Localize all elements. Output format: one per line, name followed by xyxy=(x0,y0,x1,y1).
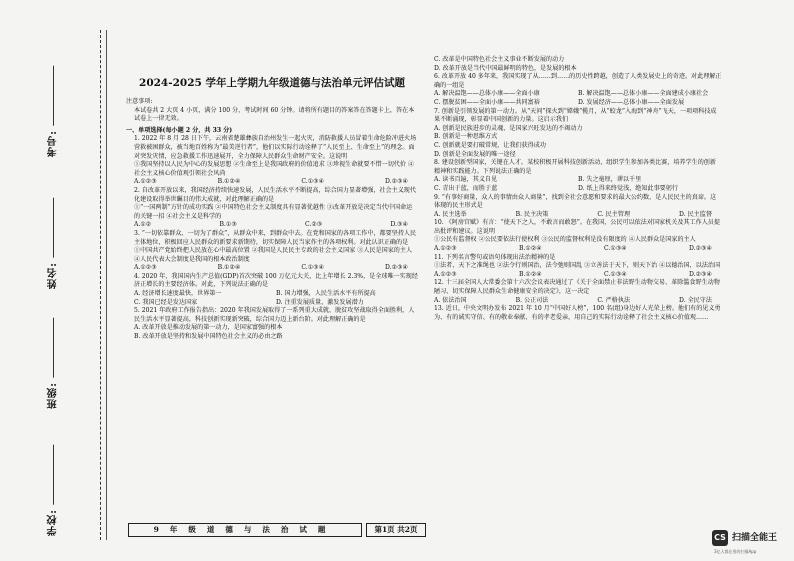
question-1-items: ①我国坚持以人民为中心的发展思想 ②生命至上是我国政府的价值追求 ③珍视生命就要不惜一切代价 ④社会主义核心价值观引领社会风尚 xyxy=(134,161,415,177)
option-a: A. 经济增长速度最快，世界第一 xyxy=(134,290,222,298)
option-c: C.①③④ xyxy=(301,178,325,186)
option-d: D.②③④ xyxy=(385,178,408,186)
question-2-items: ①“一国两制”方针的成功实践 ②中国特色社会主义制度具有显著优越性 ③改革开放是决定当代中国命运的关键一招 ④社会主义是科学的 xyxy=(134,204,413,220)
binding-margin xyxy=(0,0,118,561)
question-8: 8. 建设创新型国家，关键在人才。某校积极开展科技创新活动，组织学生参加各类比赛，培养学生的创新精神和实践能力。下列说法正确的是 xyxy=(434,159,716,175)
right-column xyxy=(426,0,722,322)
question-11-items: ①法者，天下之准绳也 ②法令行则国治，法令弛则国乱 ③立善法于天下，则天下治 ④以德治国，以法治国 xyxy=(434,262,721,270)
question-12: 12. 十三届全国人大常委会第十六次会议表决通过了《关于全面禁止非法野生动物交易、革除滥食野生动物陋习、切实保障人民群众生命健康安全的决定》，这一决定 xyxy=(434,279,720,296)
question-13: 13. 近日，中央文明办发布 2021 年 10 月“中国好人榜”，100 名(组)身边好人光荣上榜。他们有的见义勇为、有的诚实守信、有的敬业奉献、有的孝老爱亲，用自己的实际行动诠释了社会主义核心价值观…… xyxy=(434,305,721,321)
question-3-items: ①中国共产党始终把人民放在心中最高位置 ②我国是人民民主专政的社会主义国家 ③人民是国家的主人 ④人民代表大会制度是我国的根本政治制度 xyxy=(134,247,413,263)
question-5-option-d: D. 改革开放是当代中国最鲜明的特色，是发展的根本 xyxy=(434,64,577,72)
option-d: D.②③④ xyxy=(688,270,712,278)
cut-line xyxy=(100,30,101,540)
option-b: B. 公正司法 xyxy=(515,296,549,304)
option-d: D.②③④ xyxy=(385,264,408,272)
question-6-options xyxy=(426,90,722,107)
option-b: B. 民主决策 xyxy=(515,210,549,218)
footer-page-number: 第1页 共2页 xyxy=(366,523,426,537)
question-5: 5. 2021 年政府工作报告指出：2020 年我国发展取得了一系列重大成就，脱贫攻坚战取得全面胜利，人民生活水平显著提高，科技创新实现新突破，综合国力迈上新台阶。对此理解正确的是 xyxy=(134,307,415,323)
option-a: A.①②③ xyxy=(434,270,457,278)
question-1: 1. 2022 年 8 月 28 日下午，云南省楚雄彝族自治州发生一起火灾，消防救援人员冒着生命危险冲进火场营救被困群众，被当地百姓称为“最美逆行者”，他们以实际行动诠释了“人民至上、生命至上”的理念。面对突发灾情，应急救援工作迅速展开，全力保障人民群众生命财产安全。这说明 xyxy=(134,135,417,160)
option-c: C. 严格执法 xyxy=(597,296,631,304)
option-d: D. 纸上得来终觉浅，绝知此事要躬行 xyxy=(578,184,678,192)
option-c: C. 青出于蓝，而胜于蓝 xyxy=(434,184,498,192)
option-a: A. 民主选举 xyxy=(434,210,467,218)
exam-number-field: 考号: xyxy=(46,66,61,157)
option-a: A. 读书百遍，其义自见 xyxy=(434,176,498,184)
question-3-options xyxy=(126,264,418,273)
option-a: A.①②③ xyxy=(434,245,457,253)
option-b: B. 创新是一种思维方式 xyxy=(434,133,498,141)
option-b: B.①②④ xyxy=(518,245,542,253)
exam-title: 2024-2025 学年上学期九年级道德与法治单元评估试题 xyxy=(139,77,405,89)
option-c: C.①③④ xyxy=(603,270,627,278)
option-b: B.①③ xyxy=(219,221,237,229)
option-b: B. 国力增强，人民生活水平有所提高 xyxy=(276,290,376,298)
question-5-option-b: B. 改革开放是坚持和发展中国特色社会主义的必由之路 xyxy=(134,333,283,341)
question-11: 11. 下列名言警句或语句体现出法治精神的是 xyxy=(434,253,556,261)
question-5-option-a: A. 改革开放是推动发展的第一动力，是国家富强的根本 xyxy=(134,324,283,332)
option-b: B. 失之毫厘，谬以千里 xyxy=(578,176,642,184)
option-a: A.①②③ xyxy=(134,264,157,272)
question-12-options xyxy=(426,297,722,306)
camscanner-logo-icon: CS xyxy=(712,530,728,546)
watermark-name: 扫描全能王 xyxy=(732,533,778,543)
option-d: D. 创新是全面发展的唯一途径 xyxy=(434,150,516,158)
option-a: A.①② xyxy=(134,221,152,229)
option-d: D. 民主监督 xyxy=(679,210,712,218)
option-c: C. 民主管理 xyxy=(597,210,631,218)
option-d: D. 注重发展质量，激发发展潜力 xyxy=(276,298,364,306)
option-b: B.①②④ xyxy=(518,270,542,278)
option-d: D. 全民守法 xyxy=(679,296,712,304)
question-6: 6. 改革开放 40 多年来，我国实现了从……到……的历史性跨越，创造了人类发展史上的奇迹。对此理解正确的一组是 xyxy=(434,73,722,89)
question-10: 10. 《阿房宫赋》有言：“使天下之人，不敢言而敢怒”。在我国，公民可以依法对国家机关及其工作人员提出批评和建议。这说明 xyxy=(434,219,720,235)
option-c: C.②③ xyxy=(304,221,323,229)
school-field: 学校: xyxy=(46,445,61,536)
question-9: 9. “有事好商量，众人的事情由众人商量”，找到全社会意愿和要求的最大公约数，是人民民主的真谛。这体现的民主形式是 xyxy=(434,193,717,210)
seal-line xyxy=(106,30,107,540)
option-c: C. 创新就是要打破常规，让我们获得成功 xyxy=(434,141,546,149)
notice-heading: 注意事项: xyxy=(126,98,153,105)
question-2-options xyxy=(126,221,418,230)
question-5-option-c: C. 改革是中国特色社会主义事业不断发展的动力 xyxy=(434,56,565,63)
question-7: 7. 创新是引领发展的第一动力。从“天问”探火到“嫦娥”揽月，从“蛟龙”入海到“神舟”飞天，一项项科技成果不断涌现，彰显着中国创新的力量。这启示我们 xyxy=(434,107,717,124)
question-10-items: ①公民有监督权 ②公民要依法行使权利 ③公民的监督权利是没有限度的 ④人民群众是国家的主人 xyxy=(434,236,696,244)
left-column xyxy=(126,0,418,342)
question-4: 4. 2020 年，我国国内生产总值(GDP)首次突破 100 万亿元大关，比上年增长 2.3%，是全球唯一实现经济正增长的主要经济体。对此，下列说法正确的是 xyxy=(134,272,418,289)
question-4-options xyxy=(126,290,418,307)
watermark-tagline: 3亿人都在用的扫描App xyxy=(714,549,757,554)
name-field: 姓名: xyxy=(46,198,61,289)
option-c: C.①③④ xyxy=(603,245,627,253)
option-b: B. 解决温饱——总体小康——全面建成小康社会 xyxy=(578,90,709,98)
option-b: B.①②④ xyxy=(217,264,241,272)
option-b: B.①②④ xyxy=(217,178,241,186)
question-8-options xyxy=(426,176,722,193)
option-d: D.②③④ xyxy=(688,245,712,253)
question-10-options xyxy=(426,245,722,254)
option-c: C. 摆脱贫困——全面小康——共同富裕 xyxy=(434,98,540,106)
notice-body: 本试卷共 2 大页 4 小页，满分 100 分，考试时间 60 分钟。请将所有题目的答案答在答题卡上，答在本试卷上一律无效。 xyxy=(134,106,415,123)
option-a: A. 解决温饱——总体小康——全面小康 xyxy=(434,90,540,98)
footer-subject: 9年级道德与法治试题 xyxy=(128,523,362,537)
option-a: A.①②③ xyxy=(134,178,157,186)
option-d: D.③④ xyxy=(390,221,408,229)
class-field: 班级: xyxy=(46,318,61,409)
option-c: C.①③④ xyxy=(301,264,325,272)
question-1-options xyxy=(126,178,418,187)
option-d: D. 发展经济——总体小康——全面发展 xyxy=(578,98,685,106)
question-2: 2. 自改革开放以来，我国经济持续快速发展，人民生活水平不断提高，综合国力显著增强，社会主义现代化建设取得举世瞩目的伟大成就，对此理解正确的是 xyxy=(134,186,416,203)
scanner-watermark xyxy=(712,528,794,558)
option-a: A. 创新是民族进步的灵魂，是国家兴旺发达的不竭动力 xyxy=(434,124,583,132)
option-c: C. 我国已经是发达国家 xyxy=(134,298,198,306)
section-1-heading: 一、单项选择(每小题 2 分，共 33 分) xyxy=(126,126,233,134)
option-a: A. 依法治国 xyxy=(434,296,467,304)
question-9-options xyxy=(426,211,722,220)
question-3: 3. “一切依靠群众、一切为了群众”，从群众中来，到群众中去。在党和国家的各项工作中，都要坚持人民主体地位，积极回应人民群众的新要求新期待，切实保障人民当家作主的各项权利。对此认识正确的是 xyxy=(134,229,417,246)
